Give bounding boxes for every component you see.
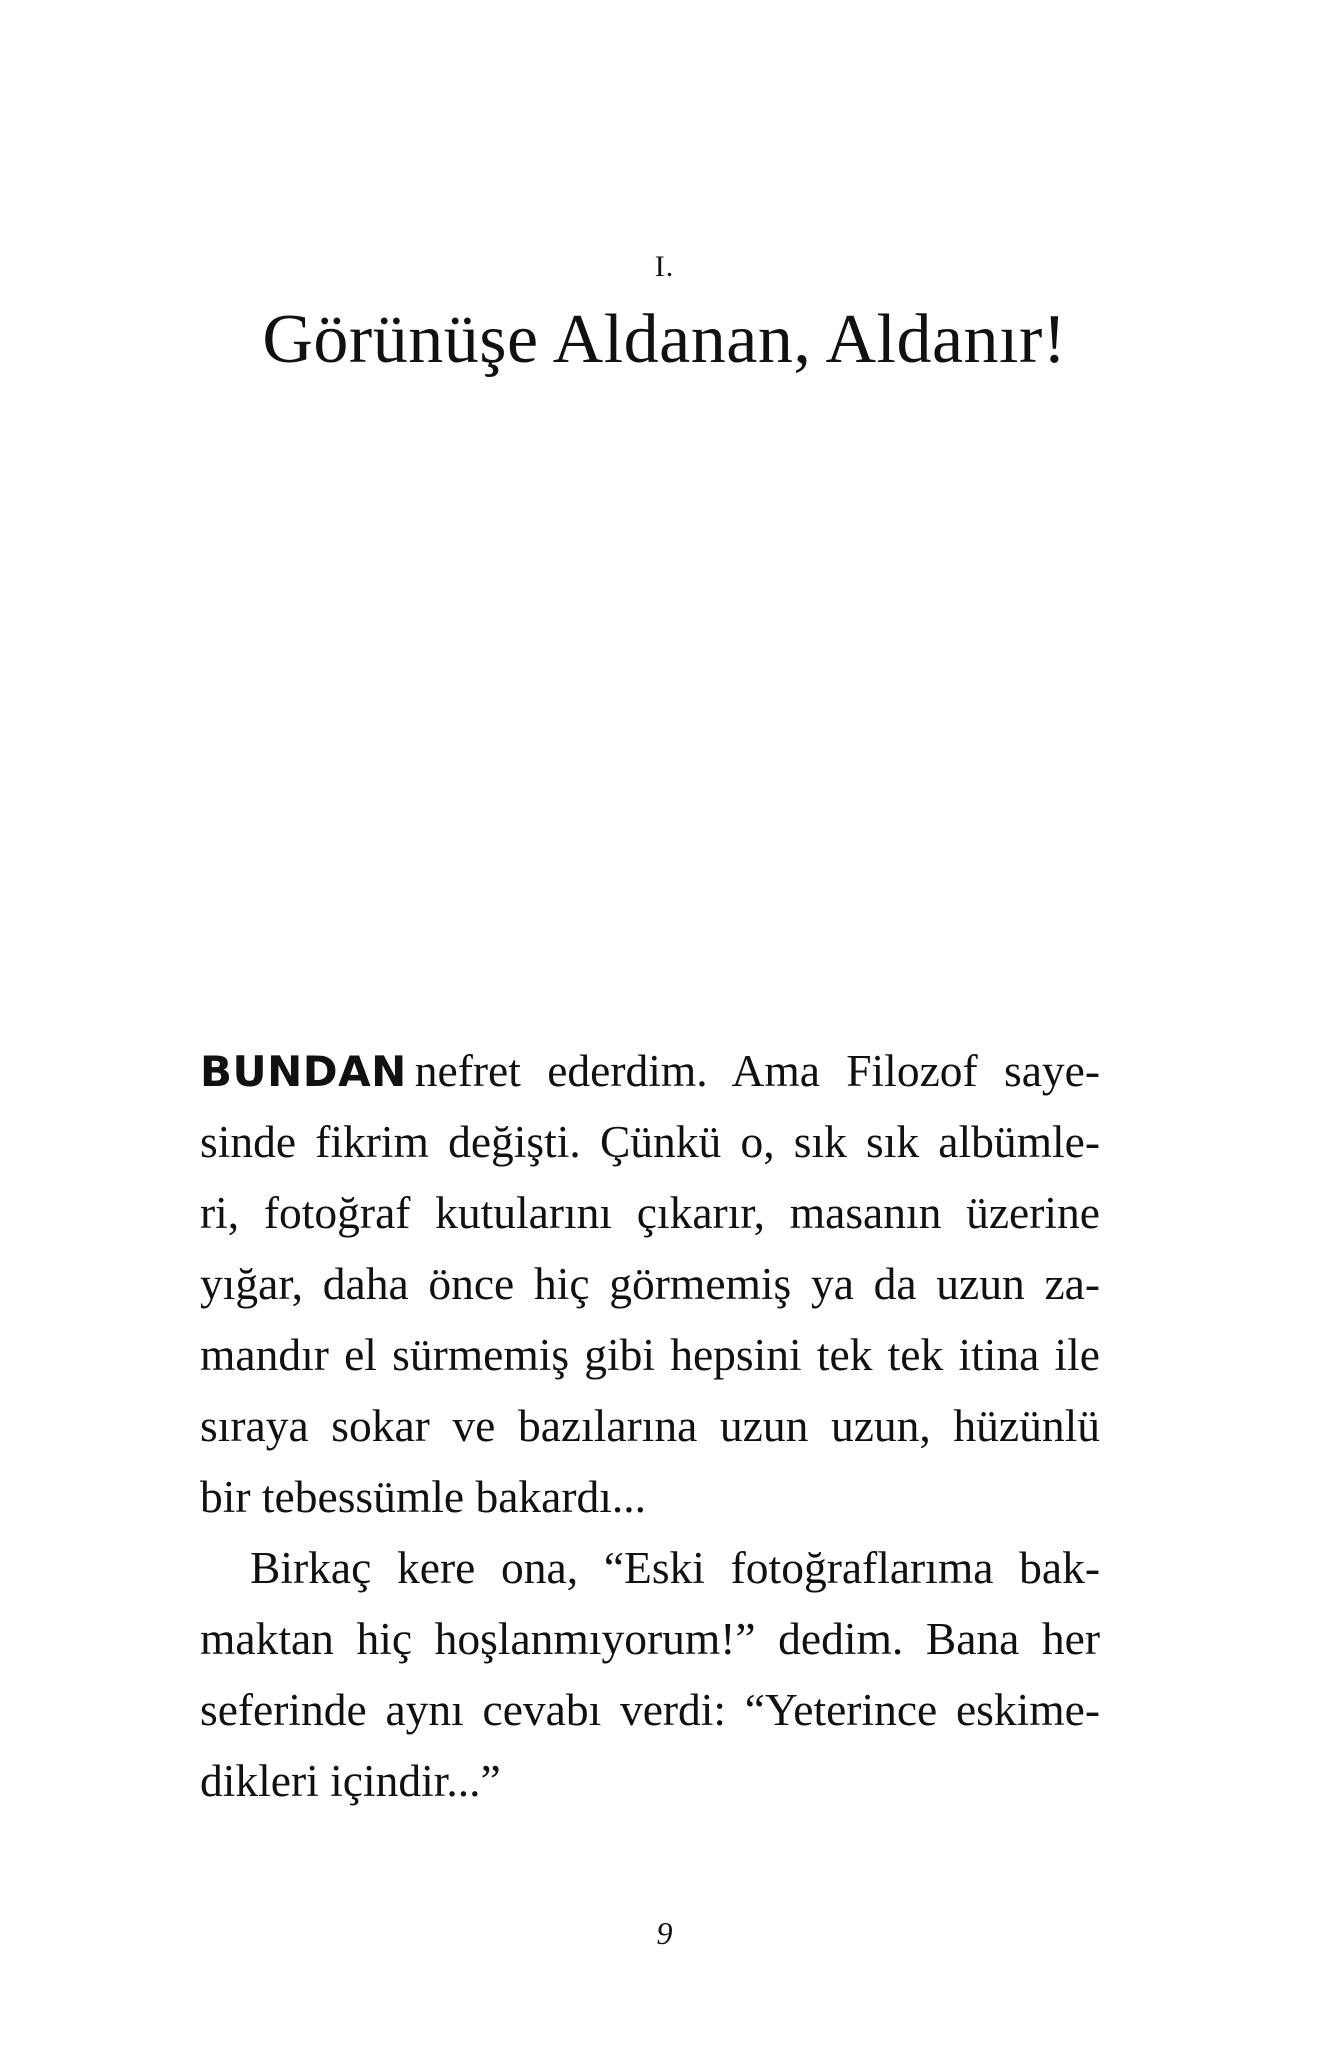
chapter-number: I. xyxy=(654,250,675,283)
text-line: ri, fotoğraf kutularını çıkarır, masanın üzerine xyxy=(200,1187,1100,1238)
lead-word: BUNDAN xyxy=(200,1047,407,1096)
text-line: maktan hiç hoşlanmıyorum!” dedim. Bana her xyxy=(200,1613,1100,1664)
text-line: mandır el sürmemiş gibi hepsini tek tek itina ile xyxy=(200,1329,1100,1380)
text-line: sıraya sokar ve bazılarına uzun uzun, hüzünlü xyxy=(200,1400,1100,1451)
text-line: Birkaç kere ona, “Eski fotoğraflarıma bak- xyxy=(250,1542,1100,1593)
text-line: yığar, daha önce hiç görmemiş ya da uzun za- xyxy=(200,1258,1100,1309)
chapter-body xyxy=(200,1035,1100,1816)
text-line-content: nefret ederdim. Ama Filozof saye- xyxy=(414,1045,1100,1096)
page-number: 9 xyxy=(656,1915,673,1951)
text-line: seferinde aynı cevabı verdi: “Yeterince eskime- xyxy=(200,1684,1100,1735)
text-line: sinde fikrim değişti. Çünkü o, sık sık albümle- xyxy=(200,1116,1100,1167)
text-line xyxy=(200,1035,1100,1106)
text-line: bir tebessümle bakardı... xyxy=(200,1471,647,1522)
chapter-title: Görünüşe Aldanan, Aldanır! xyxy=(262,301,1067,378)
text-line: dikleri içindir...” xyxy=(200,1755,501,1806)
